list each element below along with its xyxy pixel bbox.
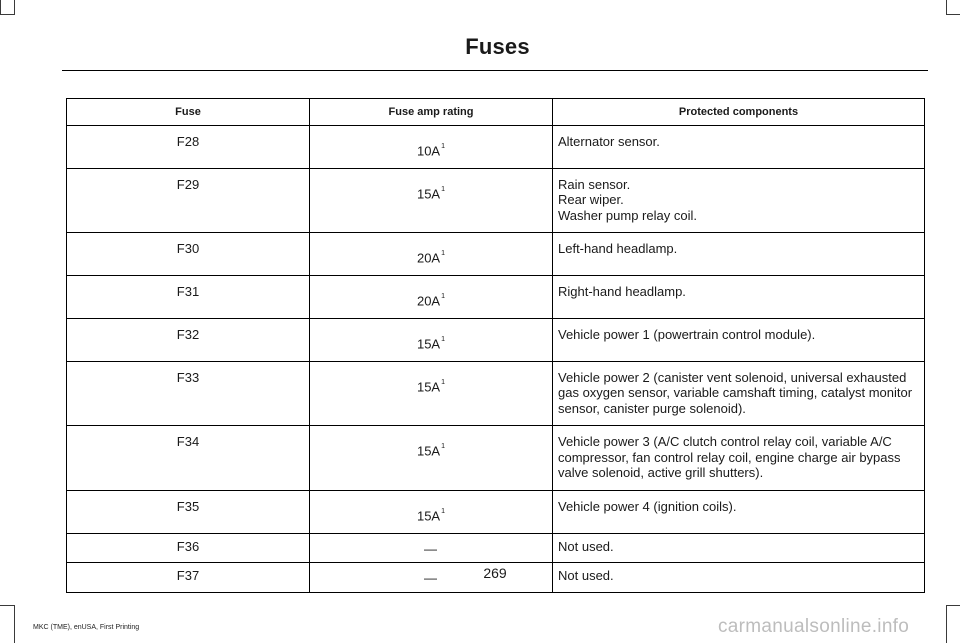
component-line: sensor, canister purge solenoid). (558, 400, 746, 416)
table-row (67, 126, 925, 169)
component-line: Not used. (558, 568, 614, 584)
components-cell (553, 426, 925, 491)
crop-mark (946, 605, 947, 643)
amp-value: — (424, 540, 437, 556)
fuse-cell: F28 (67, 126, 310, 169)
amp-value: 20A (416, 250, 441, 266)
component-line: Not used. (558, 538, 614, 554)
table-header-row (67, 99, 925, 126)
page-number: 269 (483, 565, 507, 581)
title-divider (62, 70, 928, 71)
footnote-marker: 1 (441, 507, 446, 515)
amp-cell (310, 426, 553, 491)
table-row (67, 426, 925, 491)
amp-cell (310, 533, 553, 563)
footnote-marker: 1 (441, 143, 446, 150)
crop-mark (946, 0, 947, 15)
crop-mark (0, 0, 1, 14)
components-cell (553, 533, 925, 563)
header-fuse-amp-rating: Fuse amp rating (310, 99, 553, 126)
components-cell (553, 318, 925, 361)
crop-mark (0, 14, 14, 15)
component-line: Vehicle power 3 (A/C clutch control relay coil, variable A/C (558, 434, 892, 450)
components-cell (553, 233, 925, 276)
amp-cell (310, 318, 553, 361)
components-cell (553, 276, 925, 319)
amp-value: — (424, 570, 437, 586)
components-cell (553, 126, 925, 169)
component-line: gas oxygen sensor, variable camshaft timing, catalyst monitor (558, 385, 913, 401)
components-cell (553, 168, 925, 233)
components-cell (553, 361, 925, 426)
amp-cell (310, 490, 553, 533)
component-line: Washer pump relay coil. (558, 207, 697, 223)
crop-mark (946, 605, 960, 606)
component-line: Rain sensor. (558, 176, 631, 192)
footnote-marker: 1 (441, 335, 446, 343)
table-row (67, 533, 925, 563)
amp-value: 15A (416, 508, 441, 524)
amp-value: 15A (416, 186, 441, 202)
amp-value: 15A (416, 336, 441, 352)
component-line: Alternator sensor. (558, 134, 660, 149)
fuse-cell: F30 (67, 233, 310, 276)
crop-mark (0, 605, 14, 606)
amp-cell (310, 126, 553, 169)
crop-mark (14, 605, 15, 643)
print-footer: MKC (TME), enUSA, First Printing (33, 624, 140, 631)
fuse-cell: F31 (67, 276, 310, 319)
fuse-cell: F29 (67, 168, 310, 233)
fuse-cell: F32 (67, 318, 310, 361)
amp-cell (310, 168, 553, 233)
crop-mark (14, 0, 15, 15)
fuse-table (66, 98, 925, 593)
component-line: Vehicle power 2 (canister vent solenoid, universal exhausted (558, 369, 907, 385)
component-line: Vehicle power 1 (powertrain control module). (558, 326, 816, 342)
component-line: Vehicle power 4 (ignition coils). (558, 498, 737, 514)
fuse-cell: F33 (67, 361, 310, 426)
amp-cell (310, 233, 553, 276)
fuse-cell: F35 (67, 490, 310, 533)
fuse-cell: F36 (67, 533, 310, 563)
amp-cell (310, 361, 553, 426)
components-cell (553, 490, 925, 533)
table-row (67, 318, 925, 361)
watermark: carmanualsonline.info (718, 616, 910, 637)
amp-cell (310, 276, 553, 319)
amp-value: 10A (416, 143, 441, 159)
table-row (67, 168, 925, 233)
table-row (67, 490, 925, 533)
footnote-marker: 1 (441, 293, 446, 301)
header-fuse: Fuse (67, 99, 310, 126)
fuse-cell: F34 (67, 426, 310, 491)
component-line: valve solenoid, active grill shutters). (558, 465, 764, 481)
footnote-marker: 1 (441, 250, 446, 258)
amp-value: 20A (416, 293, 441, 309)
table-row (67, 361, 925, 426)
footnote-marker: 1 (441, 378, 446, 386)
component-line: Rear wiper. (558, 192, 624, 208)
footnote-marker: 1 (441, 185, 446, 193)
crop-mark (946, 14, 960, 15)
amp-value: 15A (416, 379, 441, 395)
fuse-cell: F37 (67, 563, 310, 593)
amp-value: 15A (416, 443, 441, 459)
component-line: Left-hand headlamp. (558, 241, 678, 257)
footnote-marker: 1 (441, 443, 446, 451)
table-row (67, 233, 925, 276)
header-protected-components: Protected components (553, 99, 925, 126)
component-line: Right-hand headlamp. (558, 284, 686, 300)
page-title: Fuses (465, 34, 530, 59)
component-line: compressor, fan control relay coil, engine charge air bypass (558, 449, 901, 465)
table-row (67, 276, 925, 319)
